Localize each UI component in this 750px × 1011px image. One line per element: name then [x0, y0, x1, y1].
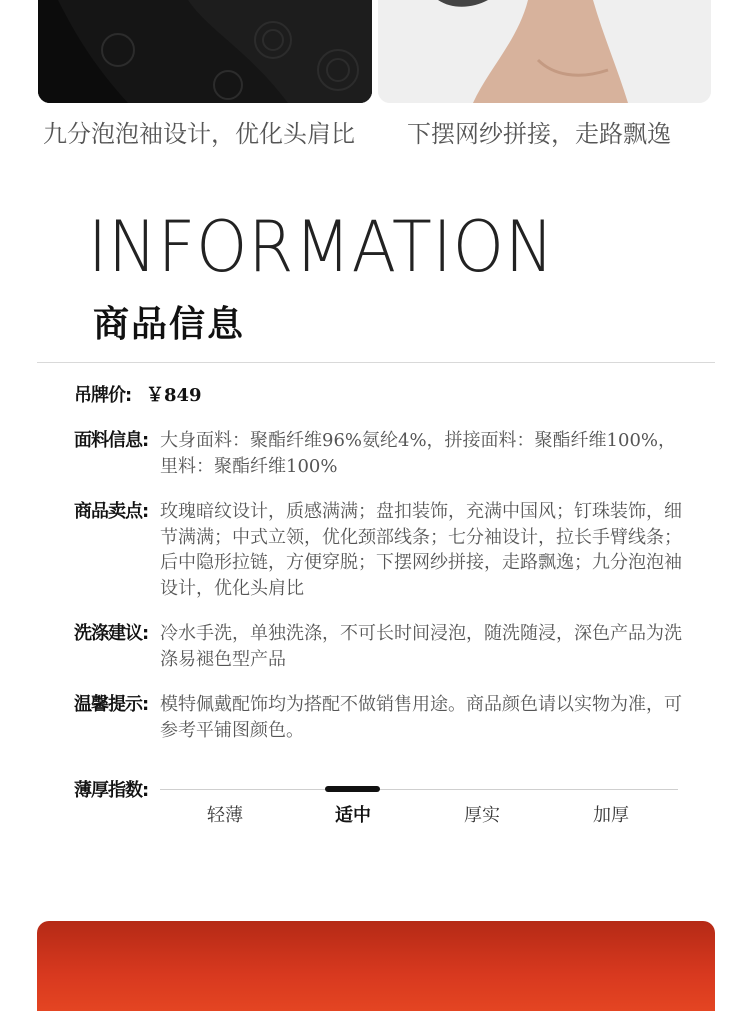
thickness-selected-marker [325, 786, 380, 792]
tip-row [74, 692, 682, 743]
hem-caption: 下摆网纱拼接，走路飘逸 [407, 120, 671, 148]
sleeve-photo-illustration [38, 0, 372, 103]
thickness-option-thick: 厚实 [464, 805, 500, 826]
section-title-en: INFORMATION [88, 206, 555, 288]
thickness-option-extra-thick: 加厚 [593, 805, 629, 826]
price-value: ￥849 [146, 385, 202, 406]
fabric-value: 大身面料：聚酯纤维96%氨纶4%，拼接面料：聚酯纤维100%，里料：聚酯纤维100% [160, 430, 677, 477]
price-row [74, 383, 682, 409]
thickness-option-light: 轻薄 [207, 805, 243, 826]
wash-label: 洗涤建议: [74, 623, 149, 644]
wash-value: 冷水手洗，单独洗涤，不可长时间浸泡，随洗随浸，深色产品为洗涤易褪色型产品 [160, 623, 682, 670]
sleeve-caption: 九分泡泡袖设计，优化头肩比 [43, 120, 355, 148]
thickness-label: 薄厚指数: [74, 780, 149, 801]
section-divider [37, 362, 715, 363]
selling-points-row [74, 499, 682, 601]
tip-value: 模特佩戴配饰均为搭配不做销售用途。商品颜色请以实物为准，可参考平铺图颜色。 [160, 694, 682, 741]
section-title-cn: 商品信息 [93, 304, 246, 345]
product-photo-hem [378, 0, 711, 103]
price-label: 吊牌价: [74, 385, 132, 406]
selling-points-value: 玫瑰暗纹设计，质感满满；盘扣装饰，充满中国风；钉珠装饰，细节满满；中式立领，优化颈部线条；七分袖设计，拉长手臂线条；后中隐形拉链，方便穿脱；下摆网纱拼接，走路飘逸；九分泡泡袖设计，优化头肩比 [160, 501, 682, 599]
fabric-label: 面料信息: [74, 430, 149, 451]
selling-points-label: 商品卖点: [74, 501, 149, 522]
tip-label: 温馨提示: [74, 694, 149, 715]
thickness-option-medium: 适中 [335, 805, 371, 826]
wash-row [74, 621, 682, 672]
thickness-scale-line [160, 789, 678, 790]
promo-banner [37, 921, 715, 1011]
product-photo-sleeve [38, 0, 372, 103]
thickness-index [74, 776, 684, 836]
fabric-row [74, 428, 682, 479]
hem-photo-illustration [378, 0, 711, 103]
